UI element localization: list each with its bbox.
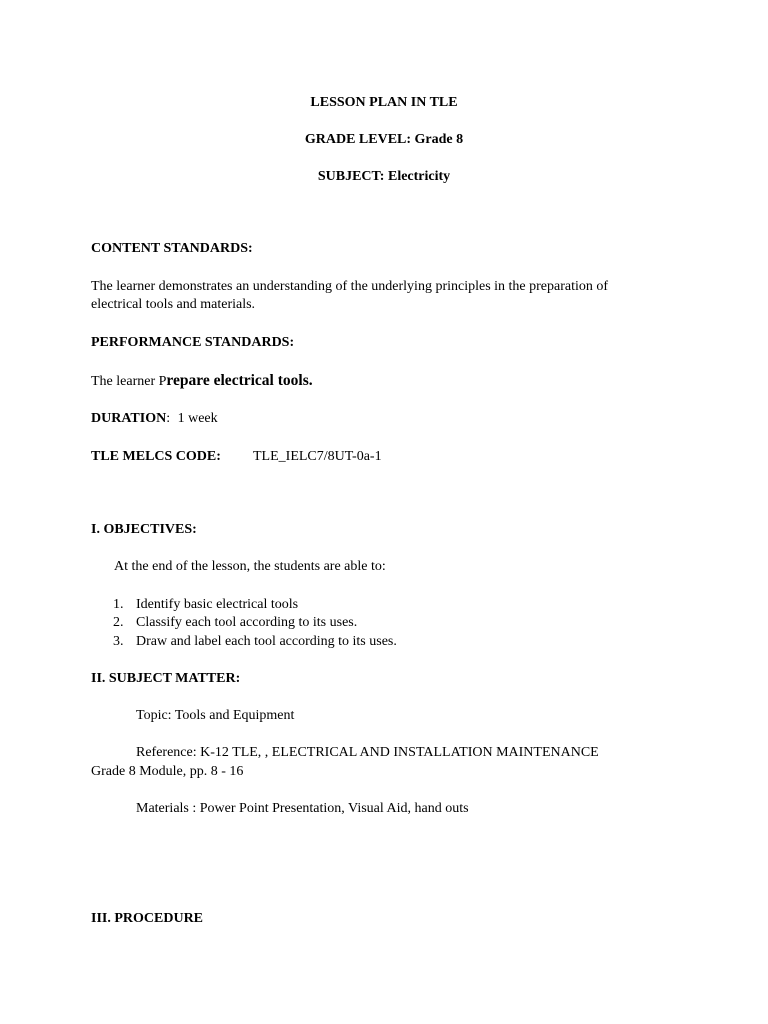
performance-standards-prefix: The learner P [91,374,167,389]
subject-value: Electricity [387,169,451,184]
melcs-code-value: TLE_IELC7/8UT-0a-1 [253,449,382,464]
duration-value: 1 week [177,411,218,426]
grade-level-value: Grade 8 [414,132,464,147]
performance-standards-text [91,372,313,391]
subject-matter-materials: Materials : Power Point Presentation, Visual Aid, hand outs [136,801,469,816]
performance-standards-heading: PERFORMANCE STANDARDS: [91,335,295,350]
objectives-heading: I. OBJECTIVES: [91,522,197,537]
content-standards-text-line1: The learner demonstrates an understanding of the underlying principles in the preparation of [91,279,609,294]
objective-text: Classify each tool according to its uses. [136,615,358,630]
grade-level-line [0,131,768,149]
duration-line [91,410,218,428]
melcs-code-label: TLE MELCS CODE: [91,449,221,464]
subject-line [0,168,768,186]
content-standards-text-line2: electrical tools and materials. [91,297,256,312]
objectives-intro: At the end of the lesson, the students are able to: [114,559,386,574]
objective-number: 1. [113,597,124,612]
subject-label: SUBJECT: [317,169,385,184]
content-standards-heading: CONTENT STANDARDS: [91,241,253,256]
objective-text: Draw and label each tool according to its uses. [136,634,397,649]
objective-text: Identify basic electrical tools [136,597,299,612]
duration-separator: : [166,411,171,426]
grade-level-label: GRADE LEVEL: [304,132,412,147]
subject-matter-topic: Topic: Tools and Equipment [136,708,295,723]
subject-matter-reference-line1: Reference: K-12 TLE, , ELECTRICAL AND INSTALLATION MAINTENANCE [136,745,599,760]
procedure-heading: III. PROCEDURE [91,911,204,926]
subject-matter-heading: II. SUBJECT MATTER: [91,671,241,686]
duration-label: DURATION [91,411,167,426]
objective-number: 3. [113,634,124,649]
subject-matter-reference-line2: Grade 8 Module, pp. 8 - 16 [91,764,244,779]
objective-number: 2. [113,615,124,630]
document-title: LESSON PLAN IN TLE [310,95,458,110]
performance-standards-bold: repare electrical tools. [166,372,313,389]
